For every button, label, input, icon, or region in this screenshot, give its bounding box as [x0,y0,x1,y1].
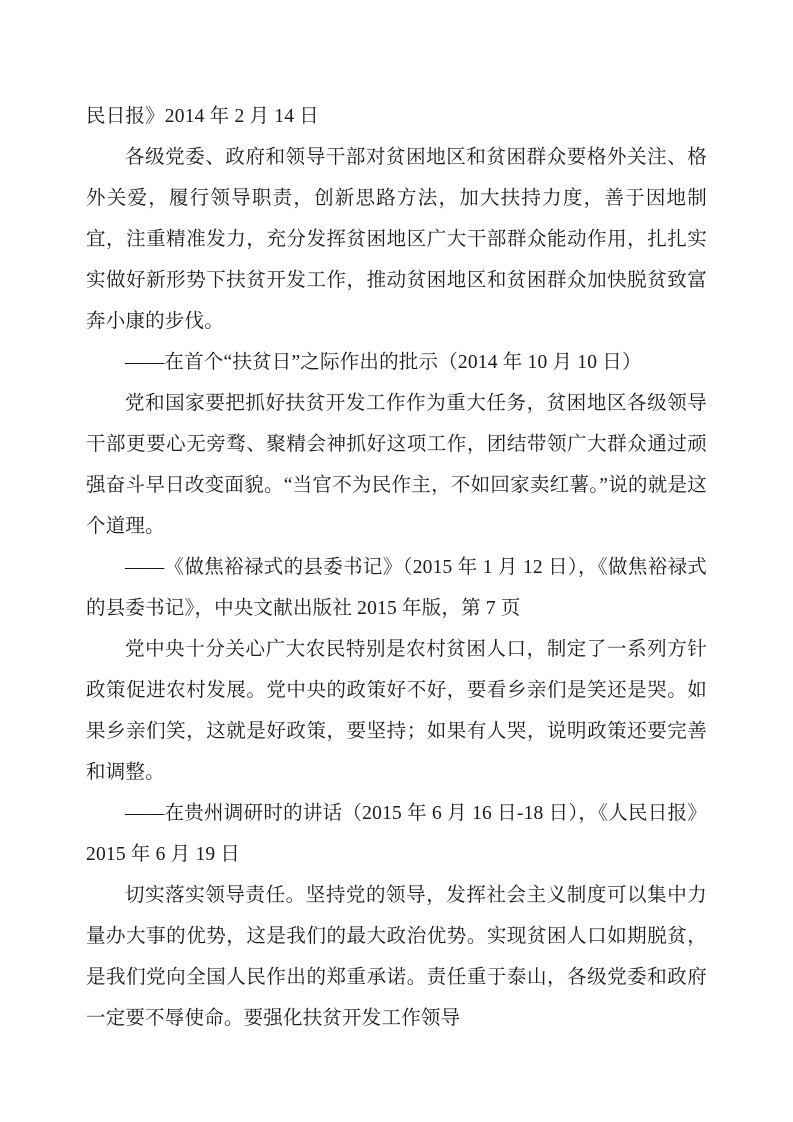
document-body [86,96,707,1039]
paragraph-source-3: ——在贵州调研时的讲话（2015 年 6 月 16 日-18 日），《人民日报》2015 年 6 月 19 日 [86,803,707,865]
paragraph-quote-4: 切实落实领导责任。坚持党的领导，发挥社会主义制度可以集中力量办大事的优势，这是我们的最大政治优势。实现贫困人口如期脱贫，是我们党向全国人民作出的郑重承诺。责任重于泰山，各级党委和政府一定要不辱使命。要强化扶贫开发工作领导 [86,885,707,1029]
paragraph-quote-1: 各级党委、政府和领导干部对贫困地区和贫困群众要格外关注、格外关爱，履行领导职责，创新思路方法，加大扶持力度，善于因地制宜，注重精准发力，充分发挥贫困地区广大干部群众能动作用，扎扎实实做好新形势下扶贫开发工作，推动贫困地区和贫困群众加快脱贫致富奔小康的步伐。 [86,147,707,332]
paragraph-source-continuation: 民日报》2014 年 2 月 14 日 [86,106,319,127]
paragraph-quote-3: 党中央十分关心广大农民特别是农村贫困人口，制定了一系列方针政策促进农村发展。党中央的政策好不好，要看乡亲们是笑还是哭。如果乡亲们笑，这就是好政策，要坚持；如果有人哭，说明政策还要完善和调整。 [86,639,707,783]
paragraph-source-1: ——在首个“扶贫日”之际作出的批示（2014 年 10 月 10 日） [125,352,642,373]
paragraph-quote-2: 党和国家要把抓好扶贫开发工作作为重大任务，贫困地区各级领导干部更要心无旁骛、聚精会神抓好这项工作，团结带领广大群众通过顽强奋斗早日改变面貌。“当官不为民作主，不如回家卖红薯。”说的就是这个道理。 [86,393,707,537]
paragraph-source-2: ——《做焦裕禄式的县委书记》（2015 年 1 月 12 日），《做焦裕禄式的县委书记》，中央文献出版社 2015 年版，第 7 页 [86,557,707,619]
